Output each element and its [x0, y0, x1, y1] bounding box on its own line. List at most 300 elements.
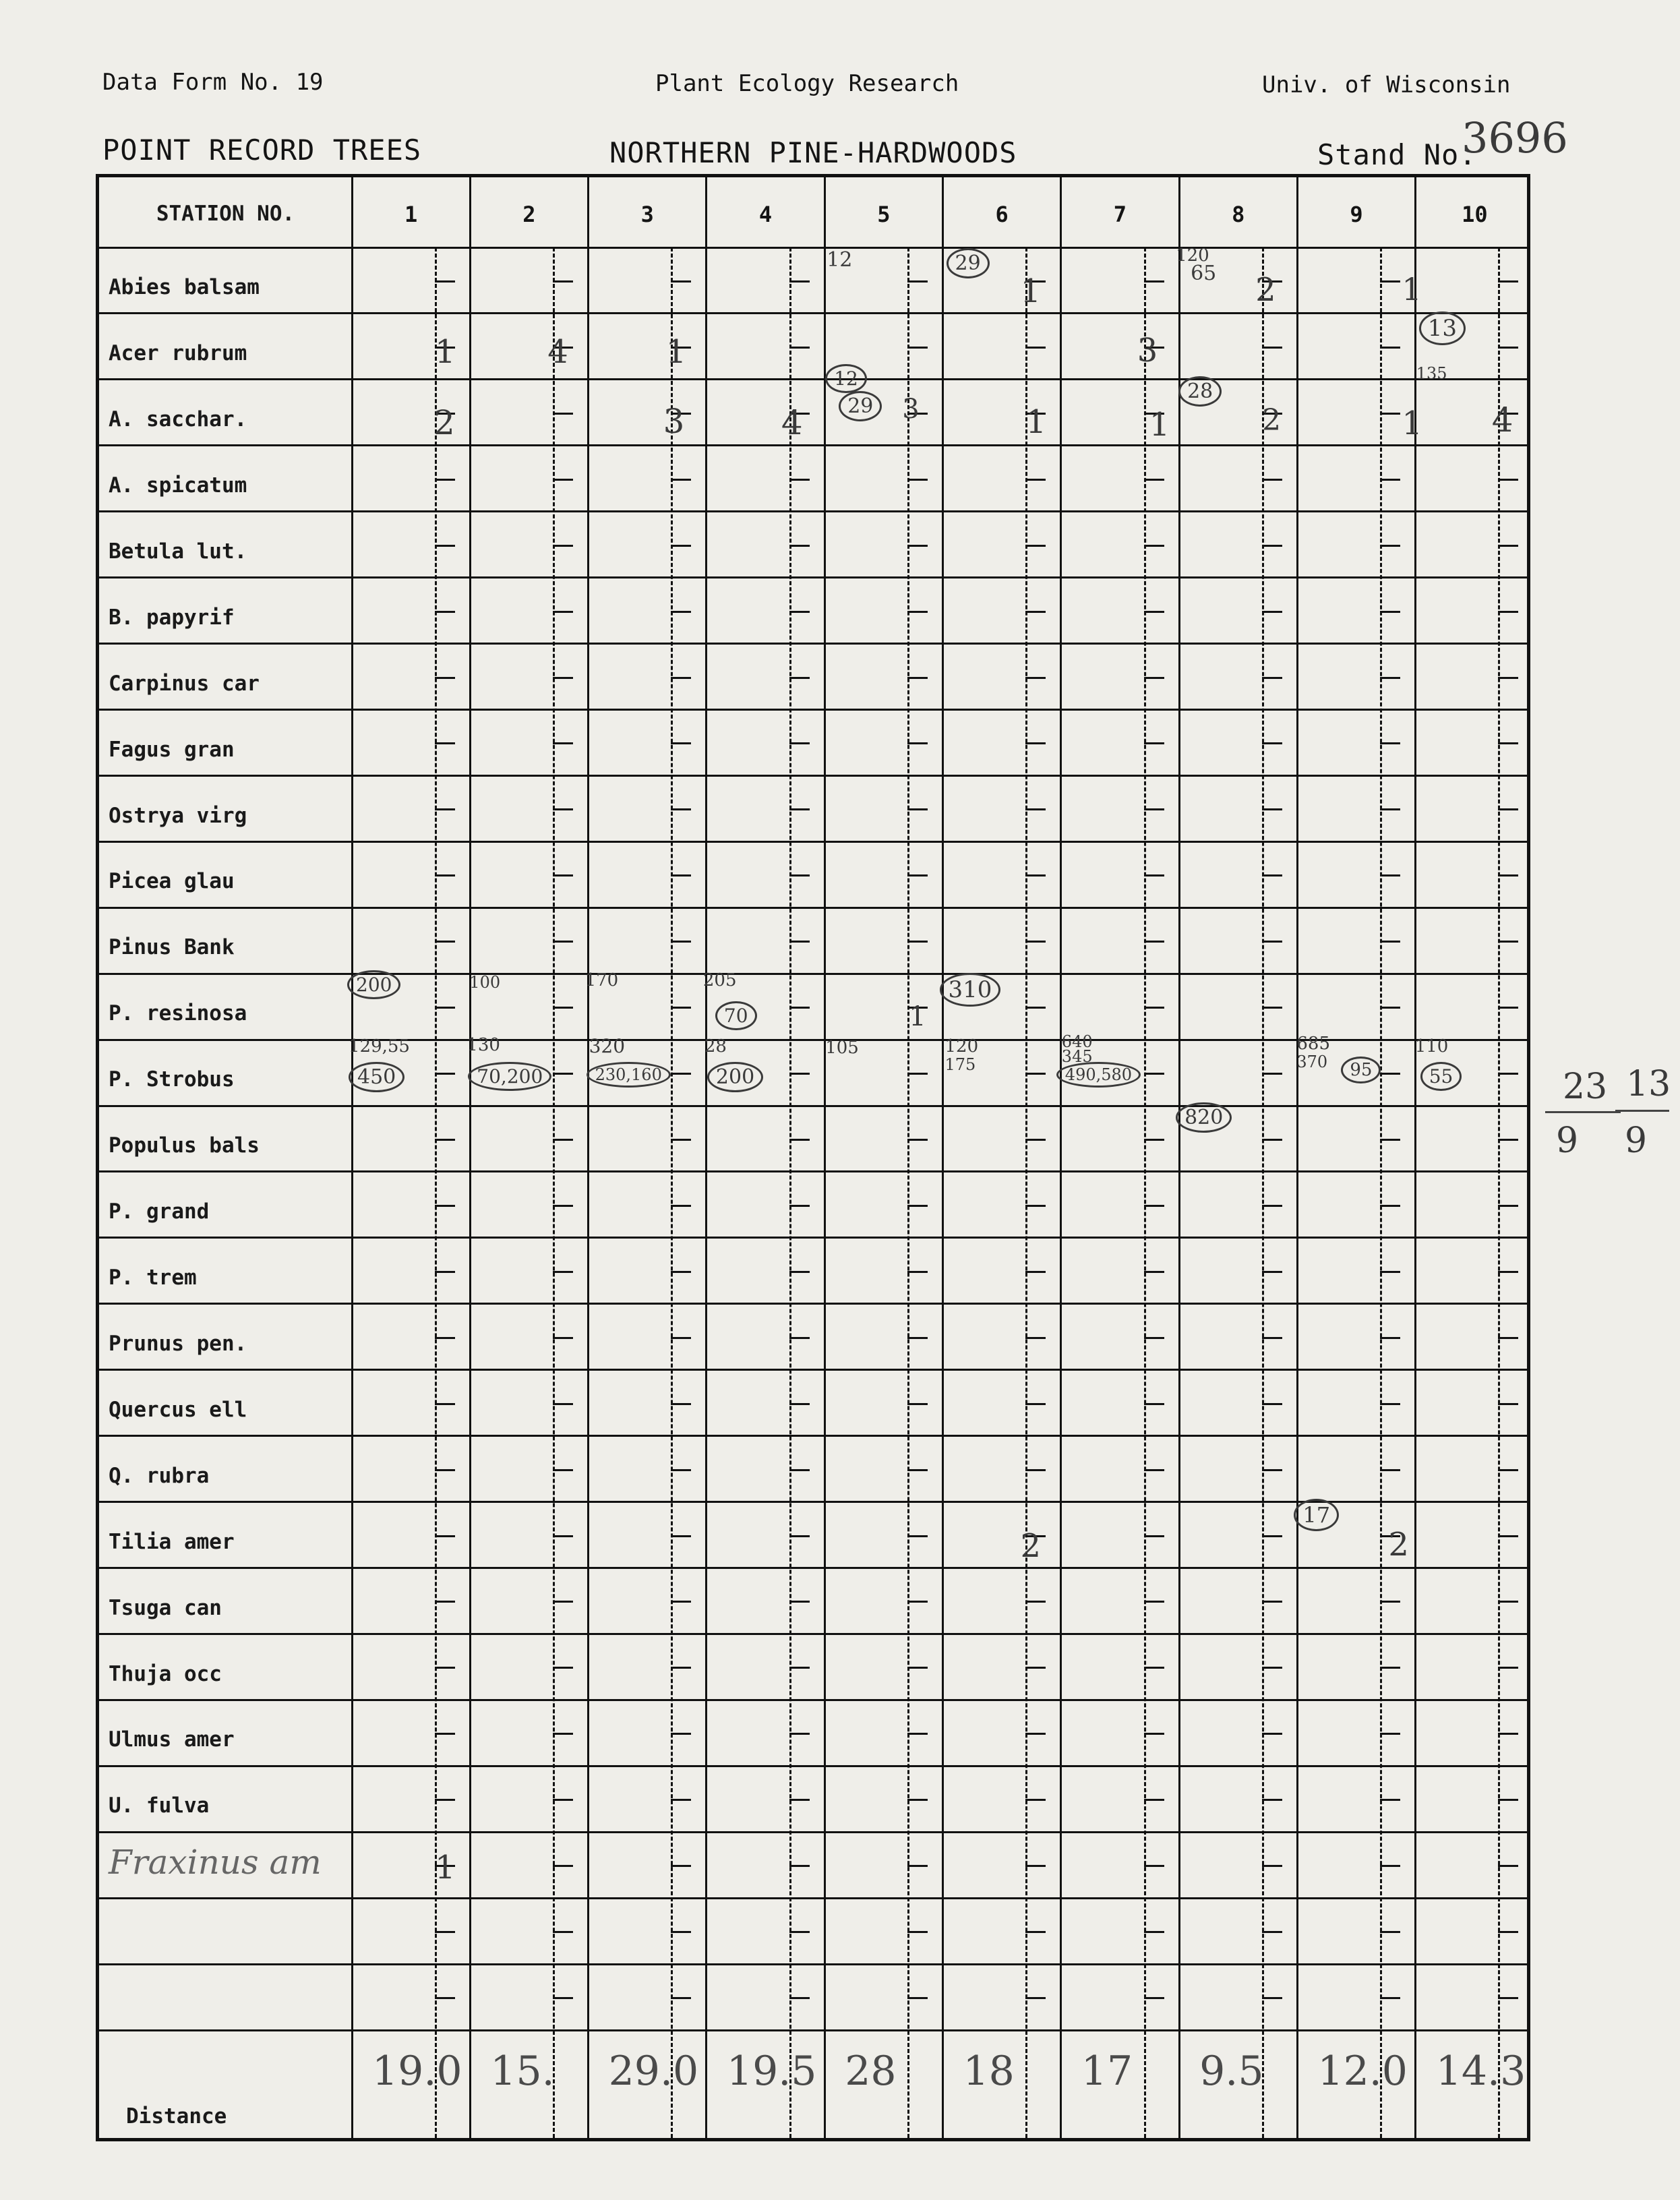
row-tick [1025, 941, 1046, 943]
handwritten-entry: 12 [827, 248, 853, 272]
row-tick [435, 1205, 455, 1207]
row-divider [99, 1831, 1527, 1833]
station-number: 10 [1462, 202, 1488, 227]
row-tick [907, 1799, 928, 1801]
row-tick [1498, 1073, 1518, 1075]
row-tick [1498, 808, 1518, 810]
row-tick [789, 1271, 810, 1273]
row-tick [1498, 1337, 1518, 1339]
row-tick [1262, 1799, 1282, 1801]
row-tick [435, 479, 455, 481]
row-divider [99, 709, 1527, 711]
subcolumn-dash [1025, 247, 1027, 2138]
row-tick [1262, 1535, 1282, 1537]
row-tick [435, 1007, 455, 1009]
row-tick [1144, 1073, 1164, 1075]
species-label: A. sacchar. [109, 407, 247, 432]
row-tick [789, 347, 810, 349]
row-tick [1498, 1403, 1518, 1405]
species-label: U. fulva [109, 1793, 210, 1818]
row-tick [1262, 1403, 1282, 1405]
row-tick [1498, 1601, 1518, 1603]
species-label: Tilia amer [109, 1529, 235, 1554]
column-divider [587, 177, 589, 2138]
row-tick [553, 677, 573, 679]
row-tick [671, 1403, 691, 1405]
station-number: 3 [640, 202, 654, 227]
species-label: Quercus ell [109, 1397, 247, 1422]
handwritten-entry: 4 [781, 403, 803, 442]
row-tick [1498, 874, 1518, 876]
subcolumn-dash [671, 247, 673, 2138]
handwritten-entry: 200 [347, 970, 400, 999]
margin-fraction-b-den: 9 [1625, 1121, 1648, 1161]
handwritten-entry: 1 [1025, 403, 1047, 441]
row-tick [1262, 1205, 1282, 1207]
row-tick [1025, 545, 1046, 547]
row-tick [1025, 742, 1046, 744]
species-label: Abies balsam [109, 275, 260, 300]
margin-fraction-a-num: 23 [1563, 1067, 1608, 1107]
row-divider [99, 2029, 1527, 2031]
row-tick [1498, 1865, 1518, 1867]
row-tick [907, 1139, 928, 1141]
row-divider [99, 1170, 1527, 1172]
row-tick [907, 941, 928, 943]
row-tick [1262, 742, 1282, 744]
handwritten-entry: 70,200 [468, 1062, 551, 1091]
row-divider [99, 1435, 1527, 1437]
row-tick [789, 545, 810, 547]
handwritten-entry: 1 [1020, 272, 1042, 310]
row-tick [553, 545, 573, 547]
subcolumn-dash [789, 247, 791, 2138]
university: Univ. of Wisconsin [1262, 71, 1511, 98]
row-tick [1262, 1469, 1282, 1471]
row-tick [553, 1535, 573, 1537]
row-tick [1498, 1469, 1518, 1471]
row-tick [1380, 1205, 1400, 1207]
row-tick [553, 1205, 573, 1207]
row-tick [1498, 677, 1518, 679]
handwritten-entry: 1 [665, 332, 687, 371]
row-tick [1025, 1073, 1046, 1075]
row-tick [1262, 1271, 1282, 1273]
lab-name: Plant Ecology Research [655, 70, 959, 97]
station-number: 2 [522, 202, 536, 227]
row-tick [1144, 1271, 1164, 1273]
row-tick [435, 1469, 455, 1471]
row-tick [1025, 1865, 1046, 1867]
row-tick [907, 479, 928, 481]
form-number: Data Form No. 19 [102, 69, 324, 96]
row-tick [789, 1799, 810, 1801]
handwritten-entry: 320 [589, 1035, 626, 1058]
row-tick [553, 611, 573, 613]
distance-value: 29.0 [608, 2048, 699, 2095]
row-tick [907, 1931, 928, 1933]
row-tick [1144, 1469, 1164, 1471]
row-tick [1144, 1667, 1164, 1669]
handwritten-entry: 2 [1255, 271, 1276, 309]
row-tick [435, 1535, 455, 1537]
species-label: Acer rubrum [109, 341, 247, 366]
row-tick [1498, 941, 1518, 943]
row-tick [907, 347, 928, 349]
row-tick [1144, 1733, 1164, 1735]
margin-fraction-a-bar [1545, 1111, 1621, 1113]
row-tick [1380, 413, 1400, 415]
row-tick [671, 1997, 691, 1999]
species-label: Populus bals [109, 1133, 260, 1158]
row-divider [99, 444, 1527, 446]
row-tick [1262, 808, 1282, 810]
row-tick [1380, 280, 1400, 283]
row-tick [1144, 808, 1164, 810]
row-tick [1380, 1271, 1400, 1273]
handwritten-entry: 450 [349, 1062, 404, 1092]
species-label: Ulmus amer [109, 1727, 235, 1752]
row-tick [671, 479, 691, 481]
row-tick [789, 1997, 810, 1999]
row-tick [671, 280, 691, 283]
row-tick [1025, 1007, 1046, 1009]
row-tick [1380, 1139, 1400, 1141]
row-tick [1144, 677, 1164, 679]
row-tick [1262, 1007, 1282, 1009]
row-tick [1144, 941, 1164, 943]
handwritten-entry: 130 [467, 1035, 500, 1056]
distance-value: 14.3 [1435, 2048, 1526, 2095]
row-tick [435, 1139, 455, 1141]
handwritten-entry: 13 [1419, 311, 1466, 345]
handwritten-entry: 170 [584, 970, 619, 991]
handwritten-entry: 2 [1020, 1526, 1042, 1565]
row-tick [1262, 1337, 1282, 1339]
row-tick [435, 280, 455, 283]
row-tick [789, 941, 810, 943]
row-tick [1498, 742, 1518, 744]
row-tick [1262, 611, 1282, 613]
row-tick [1262, 1997, 1282, 1999]
row-divider [99, 1765, 1527, 1767]
row-tick [907, 1337, 928, 1339]
handwritten-entry: 120 [1176, 245, 1209, 266]
column-divider [469, 177, 471, 2138]
row-tick [1380, 1733, 1400, 1735]
row-tick [1262, 1139, 1282, 1141]
row-tick [435, 1931, 455, 1933]
row-tick [1144, 1139, 1164, 1141]
row-tick [553, 1865, 573, 1867]
row-tick [1144, 1931, 1164, 1933]
row-tick [1144, 611, 1164, 613]
row-tick [1144, 1997, 1164, 1999]
row-tick [671, 1865, 691, 1867]
row-tick [1144, 1865, 1164, 1867]
station-number: 9 [1350, 202, 1363, 227]
row-tick [789, 1073, 810, 1075]
handwritten-entry: 28 [1178, 376, 1222, 407]
species-label: Tsuga can [109, 1595, 222, 1620]
row-tick [1025, 611, 1046, 613]
handwritten-entry: 205 [702, 970, 737, 991]
species-label: P. Strobus [109, 1067, 235, 1092]
row-tick [671, 1535, 691, 1537]
row-tick [1262, 1667, 1282, 1669]
handwritten-entry: 685 [1296, 1034, 1331, 1054]
forest-type: NORTHERN PINE-HARDWOODS [609, 136, 1017, 169]
row-tick [553, 874, 573, 876]
row-tick [1498, 1667, 1518, 1669]
row-tick [1025, 1601, 1046, 1603]
row-tick [671, 1337, 691, 1339]
row-tick [553, 1733, 573, 1735]
row-tick [907, 280, 928, 283]
species-label: Fagus gran [109, 737, 235, 762]
row-tick [1498, 1271, 1518, 1273]
row-tick [1025, 1139, 1046, 1141]
species-label: Ostrya virg [109, 803, 247, 828]
row-tick [1498, 1733, 1518, 1735]
row-tick [553, 1997, 573, 1999]
station-number: 5 [877, 202, 891, 227]
row-tick [789, 1337, 810, 1339]
row-divider [99, 907, 1527, 909]
row-tick [789, 1865, 810, 1867]
handwritten-entry: 200 [707, 1062, 763, 1092]
stand-number: 3696 [1462, 113, 1568, 162]
row-tick [553, 479, 573, 481]
row-tick [789, 677, 810, 679]
row-tick [907, 1667, 928, 1669]
row-tick [1380, 479, 1400, 481]
row-tick [1380, 1997, 1400, 1999]
subcolumn-dash [553, 247, 555, 2138]
row-tick [1025, 1403, 1046, 1405]
row-tick [907, 1733, 928, 1735]
handwritten-entry: 55 [1420, 1062, 1462, 1091]
row-tick [1025, 1931, 1046, 1933]
handwritten-entry: 3 [663, 401, 685, 441]
handwritten-entry: 29 [947, 248, 990, 278]
row-divider [99, 378, 1527, 380]
row-tick [907, 742, 928, 744]
row-tick [435, 1403, 455, 1405]
handwritten-entry: 230,160 [587, 1062, 671, 1088]
row-tick [553, 1469, 573, 1471]
row-tick [1144, 479, 1164, 481]
row-tick [553, 1601, 573, 1603]
row-tick [1380, 1799, 1400, 1801]
species-label: Pinus Bank [109, 935, 235, 960]
row-tick [553, 742, 573, 744]
row-tick [671, 1469, 691, 1471]
row-tick [907, 1535, 928, 1537]
row-tick [671, 1931, 691, 1933]
row-tick [1380, 1469, 1400, 1471]
row-tick [671, 1667, 691, 1669]
row-tick [553, 280, 573, 283]
row-tick [1025, 1469, 1046, 1471]
row-tick [1380, 742, 1400, 744]
row-tick [1144, 1601, 1164, 1603]
row-tick [671, 1601, 691, 1603]
row-divider [99, 1633, 1527, 1635]
handwritten-entry: 1 [435, 1849, 456, 1887]
row-tick [789, 808, 810, 810]
row-tick [1025, 347, 1046, 349]
handwritten-entry: 1 [1402, 271, 1422, 307]
row-tick [789, 874, 810, 876]
row-tick [789, 1667, 810, 1669]
handwritten-entry: 100 [469, 973, 501, 992]
row-tick [1262, 1733, 1282, 1735]
handwritten-entry: 129,55 [349, 1036, 410, 1057]
row-divider [99, 775, 1527, 777]
row-tick [671, 941, 691, 943]
row-tick [435, 874, 455, 876]
row-tick [907, 611, 928, 613]
row-tick [907, 808, 928, 810]
row-divider [99, 576, 1527, 578]
handwritten-entry: 105 [825, 1038, 859, 1059]
handwritten-entry: 820 [1176, 1102, 1232, 1133]
row-tick [553, 1337, 573, 1339]
record-table [96, 174, 1530, 2141]
row-tick [435, 611, 455, 613]
handwritten-entry: 65 [1191, 262, 1217, 285]
handwritten-entry: 4 [1491, 400, 1513, 440]
handwritten-entry: 490,580 [1056, 1062, 1141, 1088]
subcolumn-dash [907, 247, 909, 2138]
row-tick [1498, 1535, 1518, 1537]
row-tick [1025, 1733, 1046, 1735]
subcolumn-dash [1498, 247, 1500, 2138]
row-tick [553, 1007, 573, 1009]
row-tick [1144, 280, 1164, 283]
row-tick [671, 611, 691, 613]
row-tick [1144, 1403, 1164, 1405]
row-tick [435, 1271, 455, 1273]
column-divider [705, 177, 707, 2138]
distance-value: 19.0 [372, 2048, 462, 2095]
row-tick [435, 1601, 455, 1603]
row-tick [1380, 874, 1400, 876]
row-tick [1380, 1403, 1400, 1405]
handwritten-entry: 1 [435, 332, 456, 371]
handwritten-entry: 310 [940, 973, 1001, 1007]
row-tick [907, 545, 928, 547]
row-tick [671, 545, 691, 547]
row-tick [789, 280, 810, 283]
margin-fraction-b-num: 13 [1626, 1064, 1671, 1104]
row-tick [553, 1073, 573, 1075]
margin-fraction-b-bar [1615, 1110, 1669, 1112]
row-tick [1380, 347, 1400, 349]
row-tick [1498, 479, 1518, 481]
row-tick [553, 1403, 573, 1405]
handwritten-entry: 120 [944, 1036, 979, 1057]
handwritten-entry: 1 [909, 1001, 926, 1033]
row-tick [435, 941, 455, 943]
species-label: B. papyrif [109, 605, 235, 630]
row-tick [671, 808, 691, 810]
row-tick [1380, 611, 1400, 613]
row-divider [99, 1699, 1527, 1701]
row-tick [789, 1469, 810, 1471]
row-tick [1262, 1601, 1282, 1603]
row-tick [671, 1139, 691, 1141]
row-tick [671, 874, 691, 876]
station-number: 8 [1232, 202, 1245, 227]
handwritten-entry: 110 [1414, 1036, 1449, 1057]
row-tick [1025, 874, 1046, 876]
row-divider [99, 1303, 1527, 1305]
row-tick [553, 1931, 573, 1933]
species-label: Betula lut. [109, 539, 247, 564]
row-tick [435, 808, 455, 810]
row-tick [671, 1271, 691, 1273]
row-tick [907, 1469, 928, 1471]
handwritten-entry: 1 [1149, 405, 1170, 444]
species-label: A. spicatum [109, 473, 247, 498]
row-tick [1498, 1139, 1518, 1141]
station-header: STATION NO. [156, 202, 295, 226]
row-tick [1498, 1799, 1518, 1801]
row-tick [1144, 874, 1164, 876]
row-tick [1498, 1997, 1518, 1999]
station-number: 6 [995, 202, 1009, 227]
row-tick [671, 1799, 691, 1801]
species-label-handwritten: Fraxinus am [109, 1843, 322, 1882]
row-tick [1262, 1073, 1282, 1075]
handwritten-entry: 28 [704, 1036, 727, 1057]
row-tick [553, 1139, 573, 1141]
row-tick [435, 1733, 455, 1735]
distance-value: 15. [490, 2048, 555, 2095]
row-tick [1380, 1931, 1400, 1933]
row-tick [1380, 941, 1400, 943]
distance-value: 19.5 [726, 2048, 817, 2095]
row-tick [1025, 1997, 1046, 1999]
row-tick [789, 1931, 810, 1933]
row-tick [1498, 611, 1518, 613]
row-tick [907, 1865, 928, 1867]
station-number: 4 [758, 202, 773, 227]
row-tick [907, 1997, 928, 1999]
species-label: Q. rubra [109, 1463, 210, 1488]
row-tick [1144, 1337, 1164, 1339]
row-tick [789, 742, 810, 744]
row-tick [1025, 479, 1046, 481]
handwritten-entry: 370 [1296, 1052, 1328, 1072]
row-tick [1262, 874, 1282, 876]
column-divider [1060, 177, 1062, 2138]
station-number: 1 [404, 202, 418, 227]
species-label: Thuja occ [109, 1661, 222, 1686]
row-tick [1498, 545, 1518, 547]
row-divider [99, 973, 1527, 975]
row-tick [1380, 1337, 1400, 1339]
row-tick [1262, 479, 1282, 481]
row-tick [1144, 545, 1164, 547]
handwritten-entry: 12 [825, 364, 867, 393]
row-tick [1144, 1007, 1164, 1009]
row-divider [99, 841, 1527, 843]
row-tick [671, 1073, 691, 1075]
row-divider [99, 1567, 1527, 1569]
